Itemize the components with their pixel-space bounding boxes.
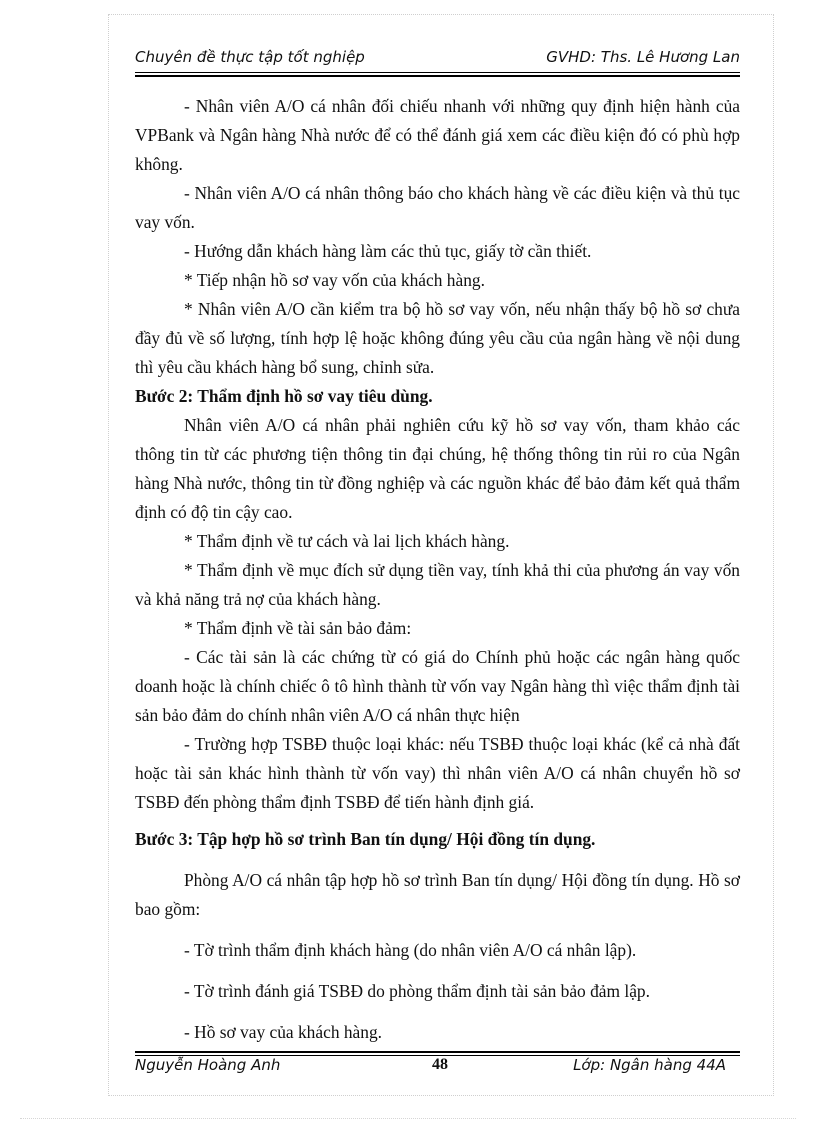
paragraph: * Thẩm định về mục đích sử dụng tiền vay, tính khả thi của phương án vay vốn và khả năng trả nợ của khách hàng.: [135, 560, 740, 609]
footer-class: Lớp: Ngân hàng 44A: [573, 1056, 726, 1074]
paragraph: - Tờ trình đánh giá TSBĐ do phòng thẩm định tài sản bảo đảm lập.: [184, 981, 650, 1001]
page-number: 48: [432, 1056, 448, 1073]
footer-rule-thick: [135, 1051, 740, 1053]
section-heading: Bước 2: Thẩm định hồ sơ vay tiêu dùng.: [135, 386, 433, 406]
paragraph: - Nhân viên A/O cá nhân thông báo cho khách hàng về các điều kiện và thủ tục vay vốn.: [135, 183, 740, 232]
paragraph: - Tờ trình thẩm định khách hàng (do nhân viên A/O cá nhân lập).: [184, 940, 637, 960]
paragraph: * Thẩm định về tư cách và lai lịch khách hàng.: [184, 531, 510, 551]
section-heading: Bước 3: Tập hợp hồ sơ trình Ban tín dụng/ Hội đồng tín dụng.: [135, 829, 596, 849]
page-edge: [20, 1118, 796, 1119]
page-footer: [135, 1056, 740, 1082]
paragraph: Phòng A/O cá nhân tập hợp hồ sơ trình Ban tín dụng/ Hội đồng tín dụng. Hồ sơ bao gồm:: [135, 870, 740, 919]
paragraph: * Nhân viên A/O cần kiểm tra bộ hồ sơ vay vốn, nếu nhận thấy bộ hồ sơ chưa đầy đủ về số lượng, tính hợp lệ hoặc không đúng yêu cầu của ngân hàng về nội dung thì yêu cầu khách hàng bổ sung, chỉnh sửa.: [135, 299, 740, 377]
document-body: [135, 92, 740, 1047]
paragraph: * Tiếp nhận hồ sơ vay vốn của khách hàng.: [184, 270, 485, 290]
page-header: [135, 44, 740, 72]
header-rule-thick: [135, 75, 740, 77]
footer-author: Nguyễn Hoàng Anh: [135, 1056, 281, 1074]
paragraph: - Hướng dẫn khách hàng làm các thủ tục, giấy tờ cần thiết.: [184, 241, 592, 261]
paragraph: - Hồ sơ vay của khách hàng.: [184, 1022, 383, 1042]
paragraph: * Thẩm định về tài sản bảo đảm:: [184, 618, 412, 638]
header-title: Chuyên đề thực tập tốt nghiệp: [135, 48, 365, 66]
paragraph: - Trường hợp TSBĐ thuộc loại khác: nếu TSBĐ thuộc loại khác (kể cả nhà đất hoặc tài sản khác hình thành từ vốn vay) thì nhân viên A/O cá nhân chuyển hồ sơ TSBĐ đến phòng thẩm định TSBĐ để tiến hành định giá.: [135, 734, 740, 812]
paragraph: - Các tài sản là các chứng từ có giá do Chính phủ hoặc các ngân hàng quốc doanh hoặc là chính chiếc ô tô hình thành từ vốn vay Ngân hàng thì việc thẩm định tài sản bảo đảm do chính nhân viên A/O cá nhân thực hiện: [135, 647, 740, 725]
header-supervisor: GVHD: Ths. Lê Hương Lan: [546, 48, 740, 66]
paragraph: Nhân viên A/O cá nhân phải nghiên cứu kỹ hồ sơ vay vốn, tham khảo các thông tin từ các phương tiện thông tin đại chúng, hệ thống thông tin rủi ro của Ngân hàng Nhà nước, thông tin từ đồng nghiệp và các nguồn khác để bảo đảm kết quả thẩm định có độ tin cậy cao.: [135, 415, 740, 522]
paragraph: - Nhân viên A/O cá nhân đối chiếu nhanh với những quy định hiện hành của VPBank và Ngân hàng Nhà nước để có thể đánh giá xem các điều kiện đó có phù hợp không.: [135, 96, 740, 174]
header-rule-thin: [135, 72, 740, 73]
